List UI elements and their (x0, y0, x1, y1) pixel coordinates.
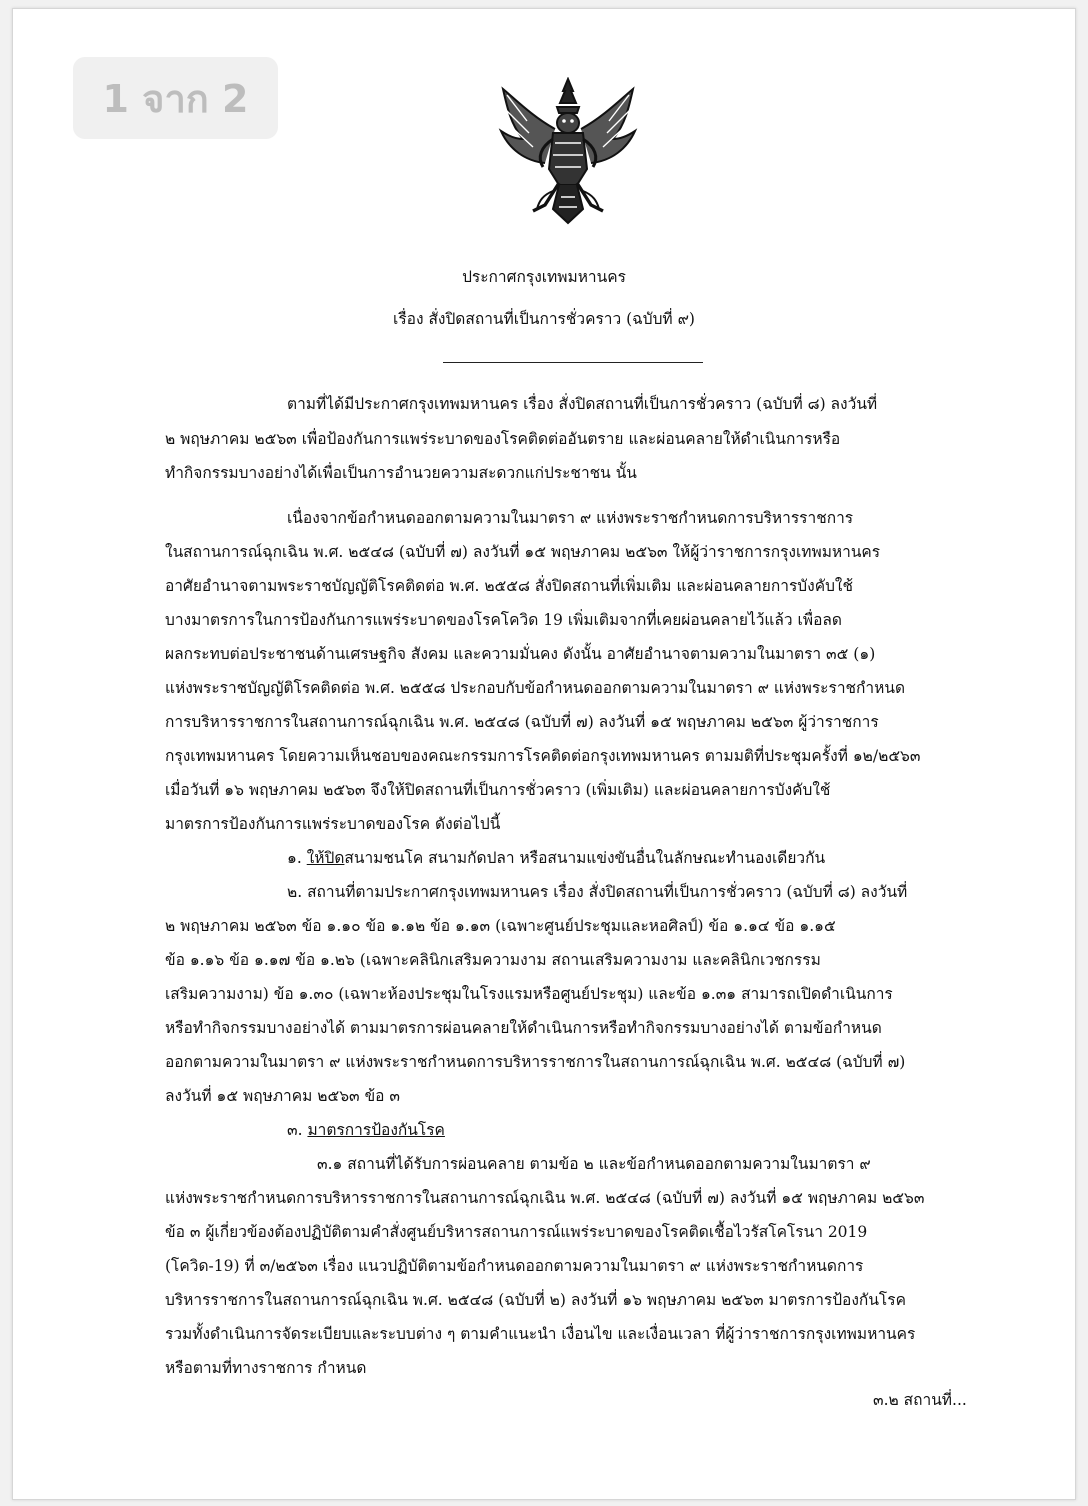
item-2-line: ออกตามความในมาตรา ๙ แห่งพระราชกำหนดการบริหารราชการในสถานการณ์ฉุกเฉิน พ.ศ. ๒๕๔๘ (ฉบับที่ ๗) (165, 1053, 906, 1071)
title-divider (443, 362, 703, 363)
paragraph-line: บางมาตรการในการป้องกันการแพร่ระบาดของโรคโควิด 19 เพิ่มเติมจากที่เคยผ่อนคลายไว้แล้ว เพื่อลด (165, 611, 842, 629)
item-2-line: เสริมความงาม) ข้อ ๑.๓๐ (เฉพาะห้องประชุมในโรงแรมหรือศูนย์ประชุม) และข้อ ๑.๓๑ สามารถเปิดดำเนินการ (165, 985, 893, 1003)
paragraph-line: ในสถานการณ์ฉุกเฉิน พ.ศ. ๒๕๔๘ (ฉบับที่ ๗) ลงวันที่ ๑๕ พฤษภาคม ๒๕๖๓ ให้ผู้ว่าราชการกรุงเทพมหานคร (165, 543, 881, 561)
continuation-marker: ๓.๒ สถานที่... (873, 1391, 967, 1409)
item-3-1-line: ๓.๑ สถานที่ได้รับการผ่อนคลาย ตามข้อ ๒ และข้อกำหนดออกตามความในมาตรา ๙ (317, 1155, 871, 1173)
paragraph-line: อาศัยอำนาจตามพระราชบัญญัติโรคติดต่อ พ.ศ. ๒๕๕๘ สั่งปิดสถานที่เพิ่มเติม และผ่อนคลายการบังคับใช้ (165, 577, 854, 595)
item-3-label: มาตรการป้องกันโรค (307, 1121, 445, 1139)
item-1-number: ๑. (287, 849, 302, 867)
paragraph-line: มาตรการป้องกันการแพร่ระบาดของโรค ดังต่อไปนี้ (165, 815, 501, 833)
announcement-subject: เรื่อง สั่งปิดสถานที่เป็นการชั่วคราว (ฉบับที่ ๙) (393, 310, 695, 328)
paragraph-line: กรุงเทพมหานคร โดยความเห็นชอบของคณะกรรมการโรคติดต่อกรุงเทพมหานคร ตามมติที่ประชุมครั้งที่ ๑๒/๒๕๖๓ (165, 747, 921, 765)
page-indicator-text: 1 จาก 2 (102, 76, 249, 121)
announcement-title: ประกาศกรุงเทพมหานคร (462, 268, 626, 286)
paragraph-line: แห่งพระราชบัญญัติโรคติดต่อ พ.ศ. ๒๕๕๘ ประกอบกับข้อกำหนดออกตามความในมาตรา ๙ แห่งพระราชกำหนด (165, 679, 906, 697)
item-1-label: ให้ปิด (306, 849, 345, 867)
item-3-1-line: หรือตามที่ทางราชการ กำหนด (165, 1359, 367, 1377)
item-1-text: สนามชนโค สนามกัดปลา หรือสนามแข่งขันอื่นในลักษณะทำนองเดียวกัน (344, 849, 826, 867)
item-2-line: ๒ พฤษภาคม ๒๕๖๓ ข้อ ๑.๑๐ ข้อ ๑.๑๒ ข้อ ๑.๑๓ (เฉพาะศูนย์ประชุมและหอศิลป์) ข้อ ๑.๑๔ ข้อ ๑.๑๕ (165, 917, 836, 935)
garuda-emblem-icon (493, 77, 643, 225)
paragraph-line: เมื่อวันที่ ๑๖ พฤษภาคม ๒๕๖๓ จึงให้ปิดสถานที่เป็นการชั่วคราว (เพิ่มเติม) และผ่อนคลายการบังคับใช้ (165, 781, 831, 799)
page-indicator (73, 57, 278, 139)
item-3-1-line: แห่งพระราชกำหนดการบริหารราชการในสถานการณ์ฉุกเฉิน พ.ศ. ๒๕๔๘ (ฉบับที่ ๗) ลงวันที่ ๑๕ พฤษภาคม ๒๕๖๓ (165, 1189, 925, 1207)
paragraph-line: ๒ พฤษภาคม ๒๕๖๓ เพื่อป้องกันการแพร่ระบาดของโรคติดต่ออันตราย และผ่อนคลายให้ดำเนินการหรือ (165, 430, 841, 448)
item-3-1-line: รวมทั้งดำเนินการจัดระเบียบและระบบต่าง ๆ ตามคำแนะนำ เงื่อนไข และเงื่อนเวลา ที่ผู้ว่าราชการกรุงเทพมหานคร (165, 1325, 916, 1343)
item-2-line: ลงวันที่ ๑๕ พฤษภาคม ๒๕๖๓ ข้อ ๓ (165, 1087, 400, 1105)
paragraph-line: ทำกิจกรรมบางอย่างได้เพื่อเป็นการอำนวยความสะดวกแก่ประชาชน นั้น (165, 464, 637, 482)
paragraph-line: ผลกระทบต่อประชาชนด้านเศรษฐกิจ สังคม และความมั่นคง ดังนั้น อาศัยอำนาจตามความในมาตรา ๓๕ (๑) (165, 645, 876, 663)
paragraph-line: ตามที่ได้มีประกาศกรุงเทพมหานคร เรื่อง สั่งปิดสถานที่เป็นการชั่วคราว (ฉบับที่ ๘) ลงวันที่ (287, 395, 878, 413)
item-2-line: ข้อ ๑.๑๖ ข้อ ๑.๑๗ ข้อ ๑.๒๖ (เฉพาะคลินิกเสริมความงาม สถานเสริมความงาม และคลินิกเวชกรรม (165, 951, 821, 969)
document-page (12, 8, 1076, 1500)
item-3 (287, 1118, 977, 1142)
item-3-1-line: บริหารราชการในสถานการณ์ฉุกเฉิน พ.ศ. ๒๕๔๘ (ฉบับที่ ๒) ลงวันที่ ๑๖ พฤษภาคม ๒๕๖๓ มาตรการป้องกันโรค (165, 1291, 906, 1309)
item-2-line: ๒. สถานที่ตามประกาศกรุงเทพมหานคร เรื่อง สั่งปิดสถานที่เป็นการชั่วคราว (ฉบับที่ ๘) ลงวันที่ (287, 883, 908, 901)
item-3-1-line: (โควิด-19) ที่ ๓/๒๕๖๓ เรื่อง แนวปฏิบัติตามข้อกำหนดออกตามความในมาตรา ๙ แห่งพระราชกำหนดการ (165, 1257, 864, 1275)
item-3-number: ๓. (287, 1121, 303, 1139)
item-1 (287, 846, 977, 870)
item-3-1-line: ข้อ ๓ ผู้เกี่ยวข้องต้องปฏิบัติตามคำสั่งศูนย์บริหารสถานการณ์แพร่ระบาดของโรคติดเชื้อไวรัสโคโรนา 2019 (165, 1223, 868, 1241)
paragraph-line: เนื่องจากข้อกำหนดออกตามความในมาตรา ๙ แห่งพระราชกำหนดการบริหารราชการ (287, 509, 854, 527)
paragraph-line: การบริหารราชการในสถานการณ์ฉุกเฉิน พ.ศ. ๒๕๔๘ (ฉบับที่ ๗) ลงวันที่ ๑๕ พฤษภาคม ๒๕๖๓ ผู้ว่าราชการ (165, 713, 879, 731)
item-2-line: หรือทำกิจกรรมบางอย่างได้ ตามมาตรการผ่อนคลายให้ดำเนินการหรือทำกิจกรรมบางอย่างได้ ตามข้อกำหนด (165, 1019, 882, 1037)
